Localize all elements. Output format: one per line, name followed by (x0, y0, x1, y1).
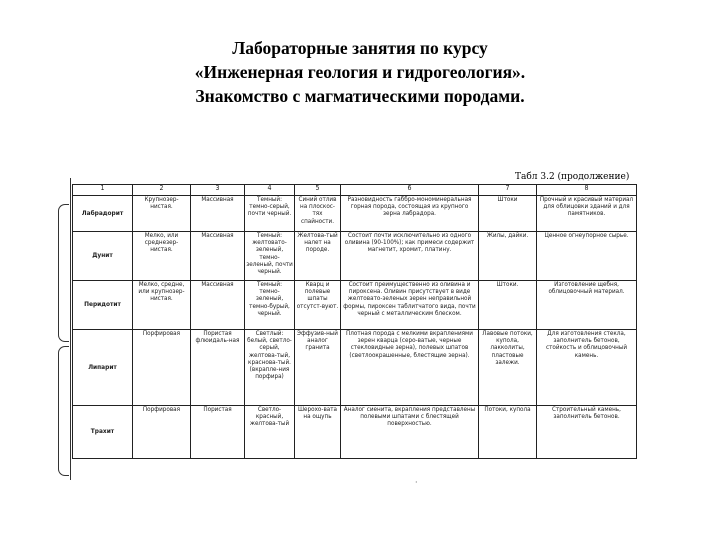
header-cell: 6 (341, 185, 479, 196)
table-cell: Потоки, купола (479, 406, 537, 459)
table-row (73, 330, 637, 406)
table-cell: Состоит почти исключительно из одного оливина (90-100%); как примеси содержит магнетит, хромит, платину. (341, 232, 479, 281)
table-cell: Шерохо-вата на ощупь (295, 406, 341, 459)
table-cell: Мелко, или среднезер-нистая. (133, 232, 191, 281)
rock-table (72, 184, 637, 459)
title-line-1: Лабораторные занятия по курсу (232, 38, 488, 58)
table-cell: Кварц и полевые шпаты отсутст-вуют. (295, 281, 341, 330)
table-cell: Пористая флюидаль-ная (191, 330, 245, 406)
table-cell: Ценное огнеупорное сырье. (537, 232, 637, 281)
rock-name: Липарит (73, 330, 133, 406)
table-cell: Прочный и красивый материал для облицовки зданий и для памятников. (537, 196, 637, 232)
table-cell: Синий отлив на плоскос-тях спайности. (295, 196, 341, 232)
title-line-2: «Инженерная геология и гидрогеология». (194, 62, 526, 82)
table-cell: Штоки (479, 196, 537, 232)
header-cell: 3 (191, 185, 245, 196)
header-cell: 7 (479, 185, 537, 196)
table-cell: Светлый: белый, светло-серый, желтова-тый, краснова-тый. (вкрапле-ния порфира) (245, 330, 295, 406)
table-cell: Плотная порода с мелкими вкраплениями зерен кварца (серо-ватые, черные стекловидные зерна), полевых шпатов (светлоокрашенные, блестящие зерна). (341, 330, 479, 406)
table-cell: Лавовые потоки, купола, лакколиты, пластовые залежи. (479, 330, 537, 406)
table-cell: Темный: темно-зеленый, темно-бурый, черный. (245, 281, 295, 330)
table-cell: Светло-красный, желтова-тый (245, 406, 295, 459)
table-cell: Массивная (191, 196, 245, 232)
table-cell: Массивная (191, 232, 245, 281)
table-cell: Разновидность габбро-мономинеральная горная порода, состоящая из крупного зерна лабрадора. (341, 196, 479, 232)
table-cell: Желтова-тый налет на породе. (295, 232, 341, 281)
table-cell: Крупнозер-нистая. (133, 196, 191, 232)
speck-mark: · (415, 478, 418, 487)
table-row (73, 232, 637, 281)
table-row (73, 281, 637, 330)
table-cell: Темный: желтовато-зеленый, темно-зеленый, почти черный. (245, 232, 295, 281)
table-cell: Порфировая (133, 406, 191, 459)
table-cell: Мелко, средне, или крупнозер-нистая. (133, 281, 191, 330)
table-cell: Строительный камень, заполнитель бетонов. (537, 406, 637, 459)
rock-name: Лабрадорит (73, 196, 133, 232)
table-cell: Жилы, дайки. (479, 232, 537, 281)
bracket-top (58, 204, 69, 342)
table-cell: Порфировая (133, 330, 191, 406)
table-cell: Пористая (191, 406, 245, 459)
table-cell: Аналог сиенита, вкрапления представлены полевыми шпатами с блестящей поверхностью. (341, 406, 479, 459)
rock-name: Трахит (73, 406, 133, 459)
table-row (73, 196, 637, 232)
header-cell: 1 (73, 185, 133, 196)
table-cell: Темный: темно-серый, почти черный. (245, 196, 295, 232)
table-row (73, 406, 637, 459)
header-cell: 8 (537, 185, 637, 196)
header-cell: 5 (295, 185, 341, 196)
left-margin-line (70, 178, 71, 480)
header-cell: 4 (245, 185, 295, 196)
title-line-3: Знакомство с магматическими породами. (195, 86, 525, 106)
header-row (73, 185, 637, 196)
table-cell: Штоки. (479, 281, 537, 330)
table-caption: Табл 3.2 (продолжение) (515, 172, 630, 182)
table-cell: Изготовление щебня, облицовочный материал. (537, 281, 637, 330)
rock-name: Перидотит (73, 281, 133, 330)
table-cell: Состоит преимущественно из оливина и пироксена. Оливин присутствует в виде желтовато-зеленых зерен неправильной формы, пироксен таблитчатого вида, почти черный с металлическим блеском. (341, 281, 479, 330)
bracket-bottom (58, 346, 69, 476)
table-cell: Массивная (191, 281, 245, 330)
rock-name: Дунит (73, 232, 133, 281)
table-cell: Эффузив-ный аналог гранита (295, 330, 341, 406)
document-title (0, 36, 720, 108)
table-cell: Для изготовления стекла, заполнитель бетонов, стойкость и облицовочный камень. (537, 330, 637, 406)
header-cell: 2 (133, 185, 191, 196)
